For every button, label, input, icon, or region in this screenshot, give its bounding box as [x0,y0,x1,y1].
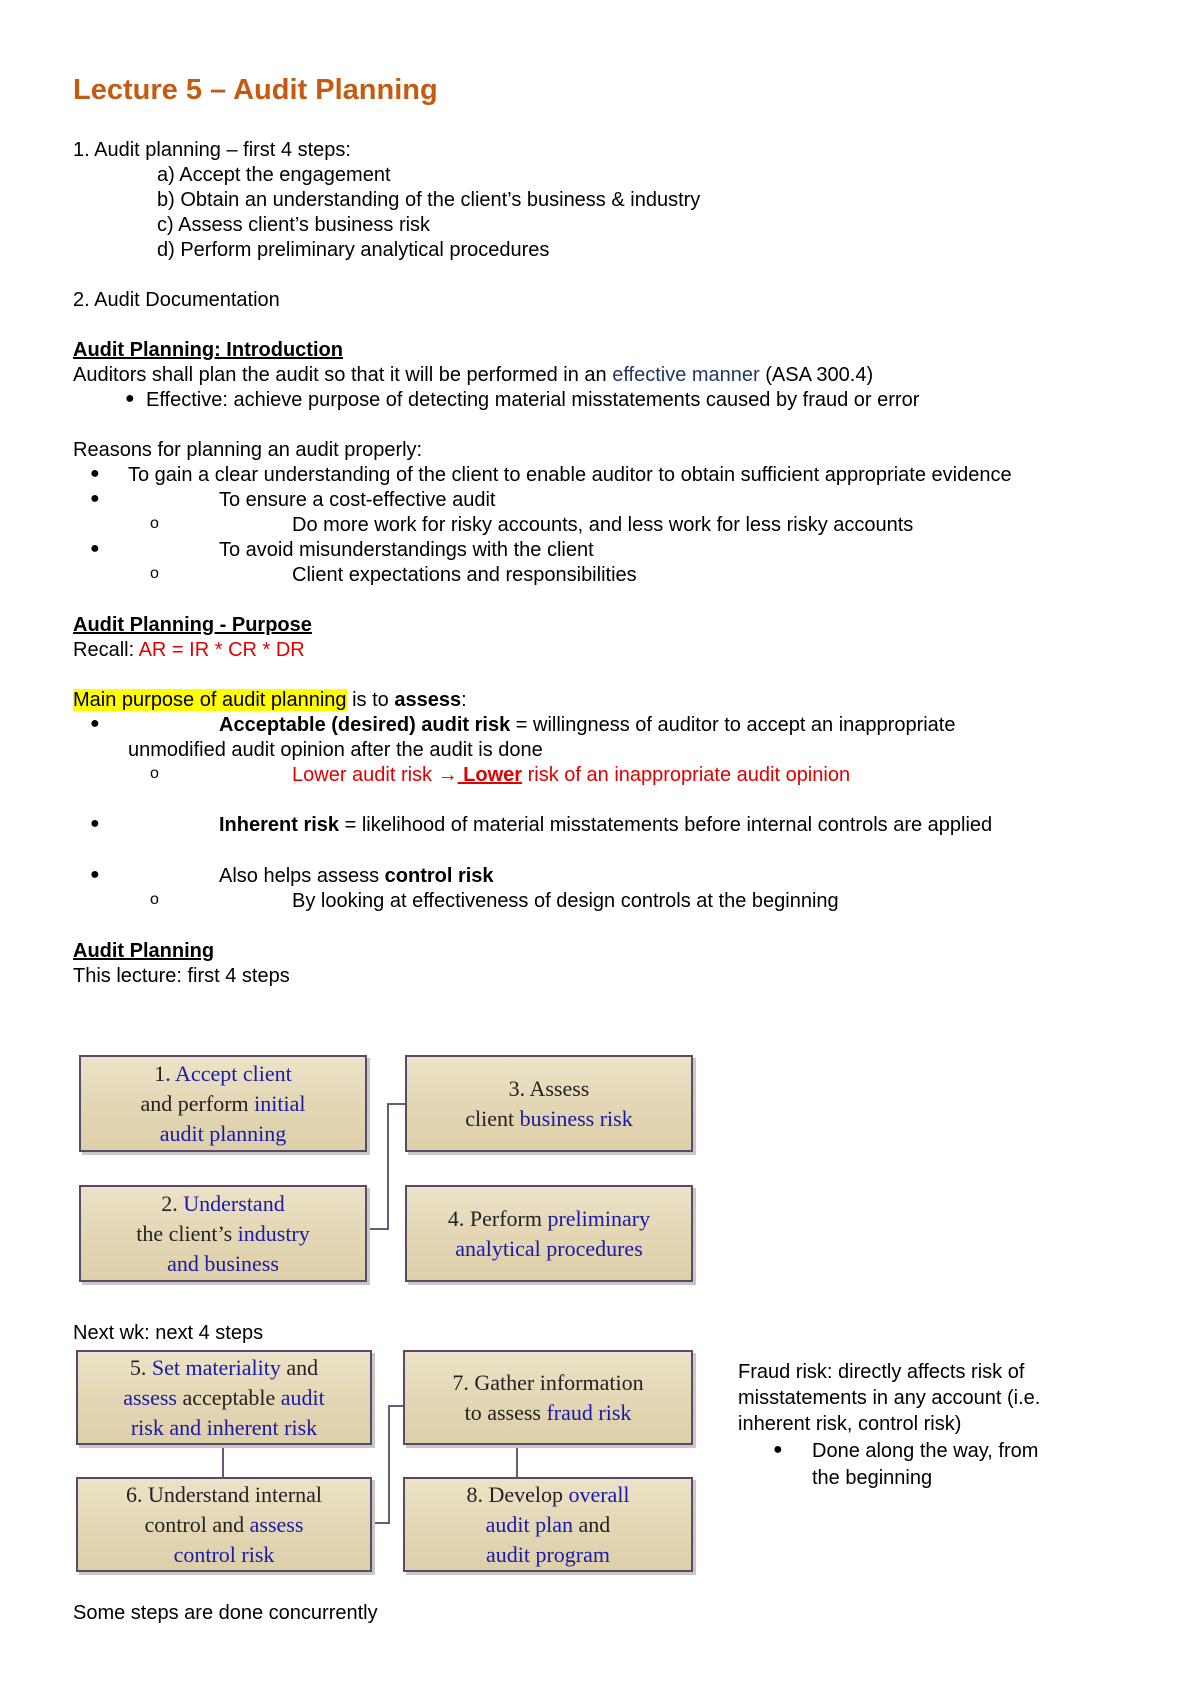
step-box-2: 2. Understand the client’s industry and business [79,1185,367,1282]
step-box-3: 3. Assess client business risk [405,1055,693,1152]
connector [367,1228,389,1230]
step-box-7: 7. Gather information to assess fraud risk [403,1350,693,1445]
connector [388,1405,390,1523]
acceptable-risk-cont: unmodified audit opinion after the audit is done [128,739,543,761]
connector [516,1443,518,1479]
bullet-icon: ● [90,715,100,732]
control-risk-sub: By looking at effectiveness of design controls at the beginning [292,890,839,912]
step-b: b) Obtain an understanding of the client’s business & industry [157,189,701,211]
planning-heading: Audit Planning [73,940,215,962]
bullet-icon: ● [90,465,100,482]
fraud-note-2: misstatements in any account (i.e. [738,1387,1041,1409]
reasons-heading: Reasons for planning an audit properly: [73,439,423,461]
footer-note: Some steps are done concurrently [73,1602,378,1624]
step-box-6: 6. Understand internal control and assess control risk [76,1477,372,1572]
bullet-icon: ● [90,490,100,507]
circle-bullet-icon: o [150,765,159,782]
reason-2-sub: Do more work for risky accounts, and less work for less risky accounts [292,514,914,536]
step-d: d) Perform preliminary analytical procedures [157,239,550,261]
intro-bullet: Effective: achieve purpose of detecting material misstatements caused by fraud or error [146,389,920,411]
connector [387,1103,389,1229]
connector [222,1443,224,1479]
circle-bullet-icon: o [150,891,159,908]
intro-text: Auditors shall plan the audit so that it will be performed in an effective manner (ASA 300.4) [73,364,874,386]
reason-3-sub: Client expectations and responsibilities [292,564,637,586]
step-c: c) Assess client’s business risk [157,214,431,236]
fraud-note-1: Fraud risk: directly affects risk of [738,1361,1025,1383]
inherent-risk: Inherent risk = likelihood of material misstatements before internal controls are applied [219,814,993,836]
step-box-4: 4. Perform preliminary analytical procedures [405,1185,693,1282]
reason-1: To gain a clear understanding of the client to enable auditor to obtain sufficient appropriate evidence [128,464,1012,486]
bullet-icon: ● [90,866,100,883]
bullet-icon: ● [90,540,100,557]
acceptable-risk: Acceptable (desired) audit risk = willingness of auditor to accept an inappropriate [219,714,956,736]
step-box-5: 5. Set materiality and assess acceptable audit risk and inherent risk [76,1350,372,1445]
step-box-8: 8. Develop overall audit plan and audit program [403,1477,693,1572]
arrow-right-icon: → [437,764,458,786]
fraud-bullet-1: Done along the way, from [812,1440,1039,1462]
acceptable-risk-sub: Lower audit risk → Lower risk of an inappropriate audit opinion [292,764,851,786]
bullet-icon: ● [90,815,100,832]
reason-2: To ensure a cost-effective audit [219,489,496,511]
bullet-icon: ● [125,390,135,407]
connector [387,1103,407,1105]
main-purpose-line: Main purpose of audit planning is to assess: [73,689,467,711]
page-title: Lecture 5 – Audit Planning [73,74,438,106]
planning-subtitle: This lecture: first 4 steps [73,965,290,987]
intro-heading: Audit Planning: Introduction [73,339,343,361]
fraud-bullet-2: the beginning [812,1467,933,1489]
fraud-note-3: inherent risk, control risk) [738,1413,962,1435]
circle-bullet-icon: o [150,565,159,582]
overview-item-2: 2. Audit Documentation [73,289,280,311]
control-risk: Also helps assess control risk [219,865,494,887]
next-week-label: Next wk: next 4 steps [73,1322,264,1344]
recall-line: Recall: AR = IR * CR * DR [73,639,305,661]
step-a: a) Accept the engagement [157,164,391,186]
purpose-heading: Audit Planning - Purpose [73,614,312,636]
overview-item-1: 1. Audit planning – first 4 steps: [73,139,351,161]
connector [388,1405,404,1407]
bullet-icon: ● [773,1441,783,1458]
step-box-1: 1. Accept client and perform initial audit planning [79,1055,367,1152]
reason-3: To avoid misunderstandings with the client [219,539,594,561]
circle-bullet-icon: o [150,515,159,532]
